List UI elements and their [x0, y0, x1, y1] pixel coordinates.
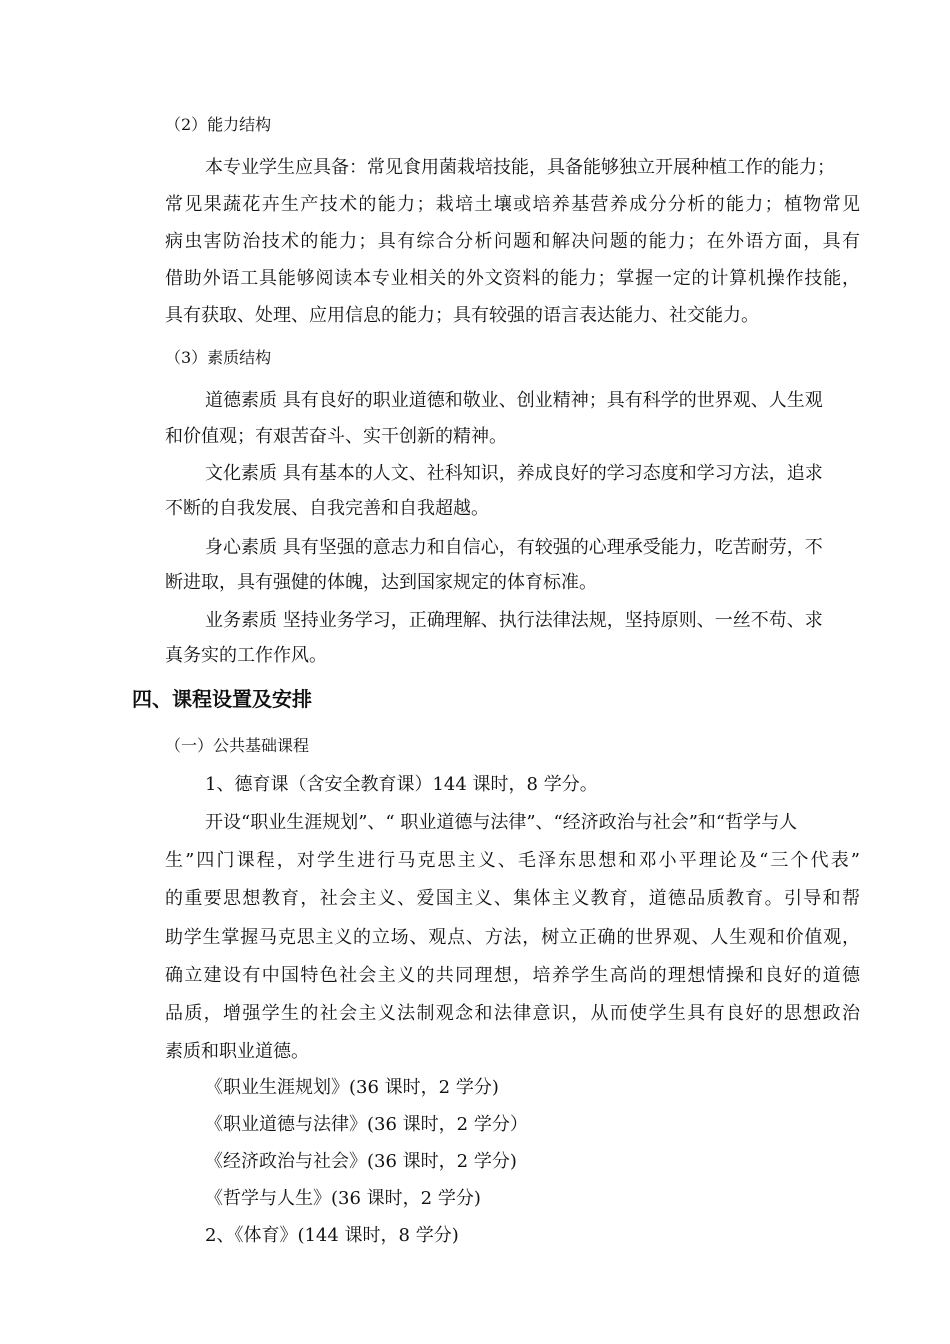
course-description-line: 确立建设有中国特色社会主义的共同理想，培养学生高尚的理想情操和良好的道德 — [165, 965, 860, 986]
ability-line: 病虫害防治技术的能力；具有综合分析问题和解决问题的能力；在外语方面，具有 — [165, 231, 860, 252]
course-list-item: 《职业生涯规划》(36 课时，2 学分) — [205, 1077, 499, 1098]
course-description-line: 助学生掌握马克思主义的立场、观点、方法，树立正确的世界观、人生观和价值观， — [165, 927, 860, 948]
course-description-line: 开设“职业生涯规划”、“ 职业道德与法律”、“经济政治与社会”和“哲学与人 — [205, 812, 798, 833]
ability-structure-label: （2）能力结构 — [165, 115, 272, 134]
course-list-item: 《哲学与人生》(36 课时，2 学分) — [205, 1188, 481, 1209]
course-item-moral: 1、德育课（含安全教育课）144 课时，8 学分。 — [205, 774, 598, 795]
section-heading: 四、课程设置及安排 — [132, 687, 312, 711]
subsection-label: （一）公共基础课程 — [165, 736, 310, 755]
course-list-item: 《职业道德与法律》(36 课时，2 学分） — [205, 1114, 528, 1135]
course-list-item: 《经济政治与社会》(36 课时，2 学分) — [205, 1151, 517, 1172]
business-quality-line: 业务素质 坚持业务学习，正确理解、执行法律法规，坚持原则、一丝不苟、求 — [205, 610, 823, 631]
business-quality-line: 真务实的工作作风。 — [165, 645, 327, 666]
ability-line: 具有获取、处理、应用信息的能力；具有较强的语言表达能力、社交能力。 — [165, 305, 759, 326]
course-description-line: 生”四门课程，对学生进行马克思主义、毛泽东思想和邓小平理论及“三个代表” — [165, 850, 860, 871]
ability-line: 借助外语工具能够阅读本专业相关的外文资料的能力；掌握一定的计算机操作技能， — [165, 268, 860, 289]
moral-quality-line: 和价值观；有艰苦奋斗、实干创新的精神。 — [165, 426, 507, 447]
course-description-line: 品质，增强学生的社会主义法制观念和法律意识，从而使学生具有良好的思想政治 — [165, 1003, 860, 1024]
moral-quality-line: 道德素质 具有良好的职业道德和敬业、创业精神；具有科学的世界观、人生观 — [205, 390, 823, 411]
body-quality-line: 身心素质 具有坚强的意志力和自信心，有较强的心理承受能力，吃苦耐劳，不 — [205, 537, 823, 558]
ability-line: 常见果蔬花卉生产技术的能力；栽培土壤或培养基营养成分分析的能力；植物常见 — [165, 194, 860, 215]
ability-line: 本专业学生应具备：常见食用菌栽培技能，具备能够独立开展种植工作的能力； — [205, 157, 835, 178]
culture-quality-line: 不断的自我发展、自我完善和自我超越。 — [165, 498, 489, 519]
course-description-line: 的重要思想教育，社会主义、爱国主义、集体主义教育，道德品质教育。引导和帮 — [165, 888, 860, 909]
course-item-pe: 2、《体育》(144 课时，8 学分) — [205, 1225, 459, 1246]
culture-quality-line: 文化素质 具有基本的人文、社科知识，养成良好的学习态度和学习方法，追求 — [205, 463, 823, 484]
quality-structure-label: （3）素质结构 — [165, 348, 272, 367]
course-description-line: 素质和职业道德。 — [165, 1041, 309, 1062]
body-quality-line: 断进取，具有强健的体魄，达到国家规定的体育标准。 — [165, 572, 597, 593]
